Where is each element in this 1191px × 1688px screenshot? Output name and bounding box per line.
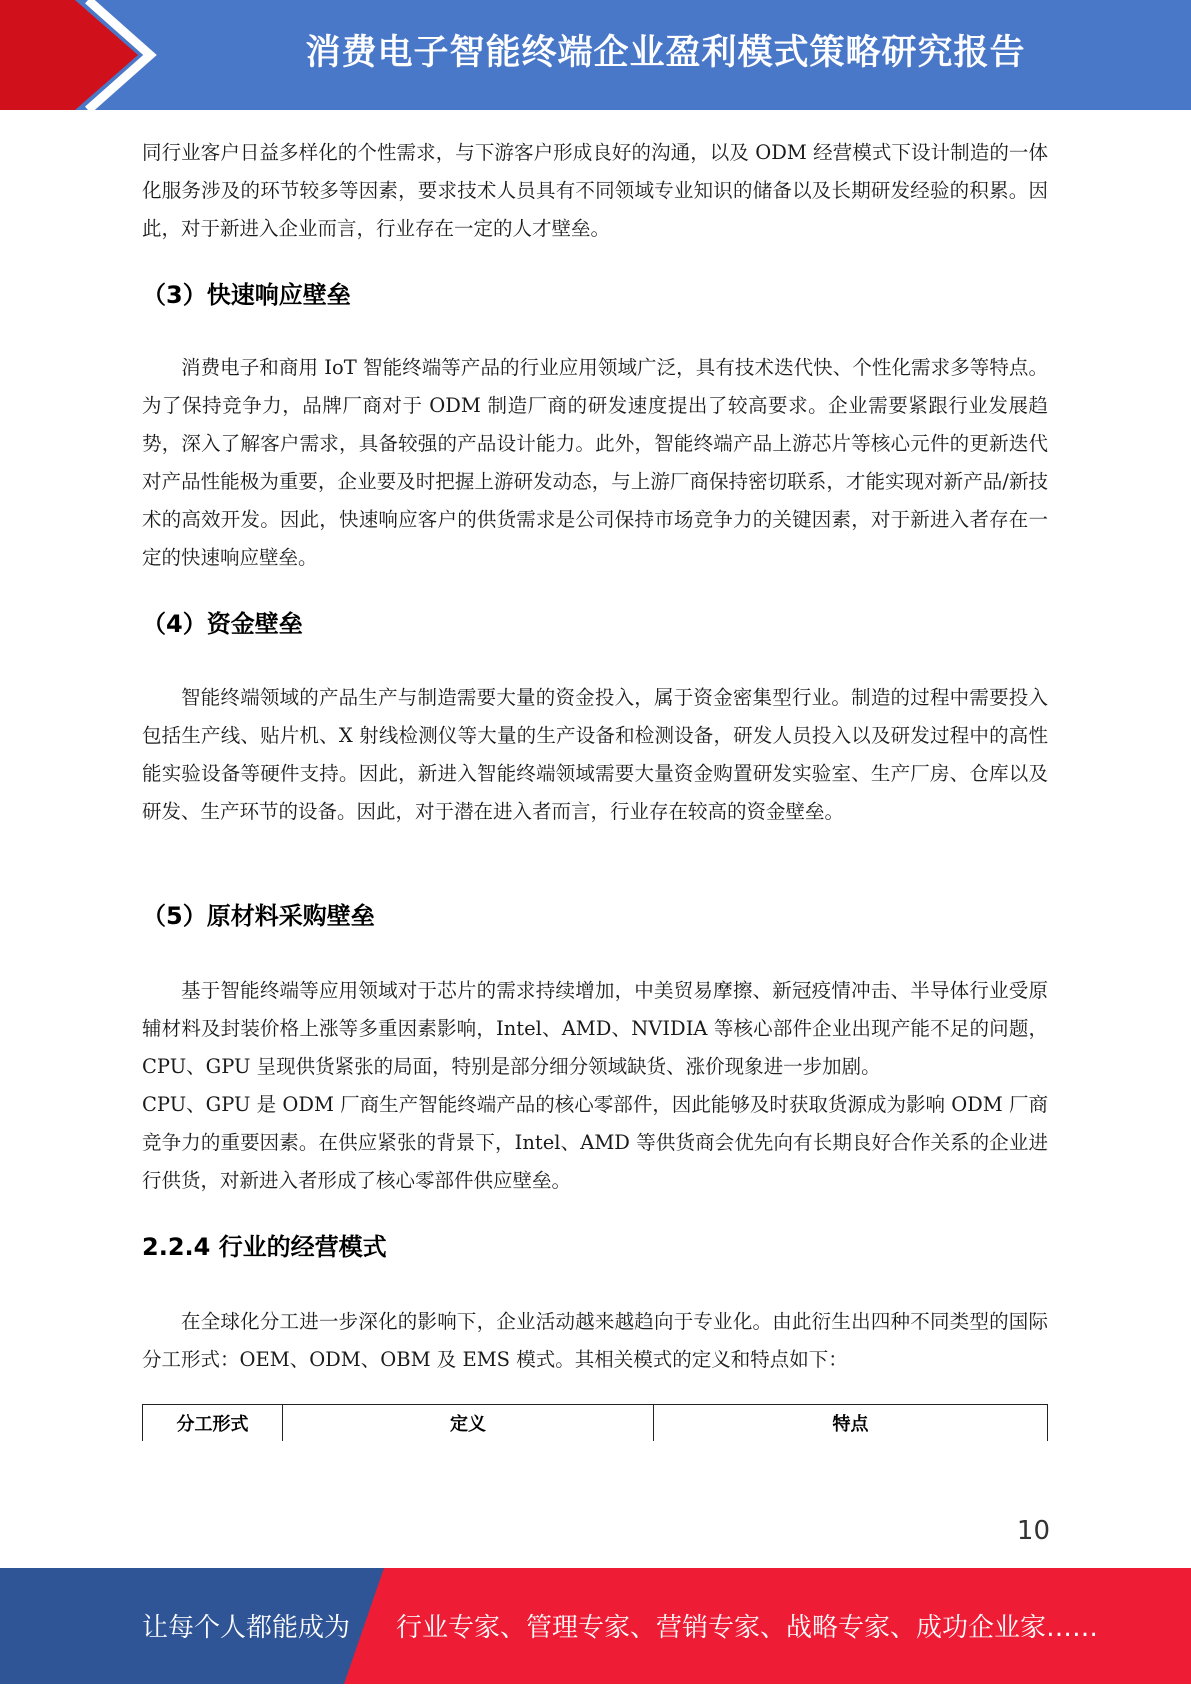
business-model-table xyxy=(142,1404,1048,1441)
section-5-heading: （5）原材料采购壁垒 xyxy=(142,902,375,930)
section-5 xyxy=(142,897,1048,935)
section-4-body xyxy=(142,679,1048,831)
section-3-paragraph: 消费电子和商用 IoT 智能终端等产品的行业应用领域广泛，具有技术迭代快、个性化需求多等特点。为了保持竞争力，品牌厂商对于 ODM 制造厂商的研发速度提出了较高要求。企业需要紧跟行业发展趋势，深入了解客户需求，具备较强的产品设计能力。此外，智能终端产品上游芯片等核心元件的更新迭代对产品性能极为重要，企业要及时把握上游研发动态，与上游厂商保持密切联系，才能实现对新产品/新技术的高效开发。因此，快速响应客户的供货需求是公司保持市场竞争力的关键因素，对于新进入者存在一定的快速响应壁垒。 xyxy=(142,356,1048,569)
section-5-paragraph-2: CPU、GPU 是 ODM 厂商生产智能终端产品的核心零部件，因此能够及时获取货源成为影响 ODM 厂商竞争力的重要因素。在供应紧张的背景下，Intel、AMD 等供货商会优先向有长期良好合作关系的企业进行供货，对新进入者形成了核心零部件供应壁垒。 xyxy=(142,1093,1048,1192)
header-banner xyxy=(0,0,1191,110)
table-header-row xyxy=(143,1405,1048,1442)
header-arrow-decoration xyxy=(0,0,160,110)
intro-block xyxy=(142,134,1048,248)
footer-slogan-right: 行业专家、管理专家、营销专家、战略专家、成功企业家…… xyxy=(396,1613,1099,1643)
intro-paragraph: 同行业客户日益多样化的个性需求，与下游客户形成良好的沟通，以及 ODM 经营模式下设计制造的一体化服务涉及的环节较多等因素，要求技术人员具有不同领域专业知识的储备以及长期研发经验的积累。因此，对于新进入企业而言，行业存在一定的人才壁垒。 xyxy=(142,141,1048,240)
section-2-2-4-body xyxy=(142,1303,1048,1379)
section-3-heading: （3）快速响应壁垒 xyxy=(142,281,351,309)
section-2-2-4-heading: 2.2.4 行业的经营模式 xyxy=(142,1233,387,1261)
section-2-2-4-paragraph: 在全球化分工进一步深化的影响下，企业活动越来越趋向于专业化。由此衍生出四种不同类型的国际分工形式：OEM、ODM、OBM 及 EMS 模式。其相关模式的定义和特点如下： xyxy=(142,1310,1048,1371)
section-2-2-4 xyxy=(142,1228,1048,1266)
report-title: 消费电子智能终端企业盈利模式策略研究报告 xyxy=(305,33,1026,73)
table-header-cell: 分工形式 xyxy=(143,1405,283,1442)
section-4 xyxy=(142,605,1048,643)
footer-slogan-left: 让每个人都能成为 xyxy=(142,1613,351,1643)
footer-banner xyxy=(0,1568,1191,1684)
section-3-body xyxy=(142,349,1048,577)
table-header-cell: 定义 xyxy=(283,1405,654,1442)
section-4-paragraph: 智能终端领域的产品生产与制造需要大量的资金投入，属于资金密集型行业。制造的过程中需要投入包括生产线、贴片机、X 射线检测仪等大量的生产设备和检测设备，研发人员投入以及研发过程中的高性能实验设备等硬件支持。因此，新进入智能终端领域需要大量资金购置研发实验室、生产厂房、仓库以及研发、生产环节的设备。因此，对于潜在进入者而言，行业存在较高的资金壁垒。 xyxy=(142,686,1048,823)
section-3 xyxy=(142,276,1048,314)
page-number: 10 xyxy=(1016,1516,1050,1546)
section-5-paragraph-1: 基于智能终端等应用领域对于芯片的需求持续增加，中美贸易摩擦、新冠疫情冲击、半导体行业受原辅材料及封装价格上涨等多重因素影响，Intel、AMD、NVIDIA 等核心部件企业出现产能不足的问题，CPU、GPU 呈现供货紧张的局面，特别是部分细分领域缺货、涨价现象进一步加剧。 xyxy=(142,979,1048,1078)
table-header-cell: 特点 xyxy=(654,1405,1048,1442)
section-5-body xyxy=(142,972,1048,1200)
section-4-heading: （4）资金壁垒 xyxy=(142,610,303,638)
